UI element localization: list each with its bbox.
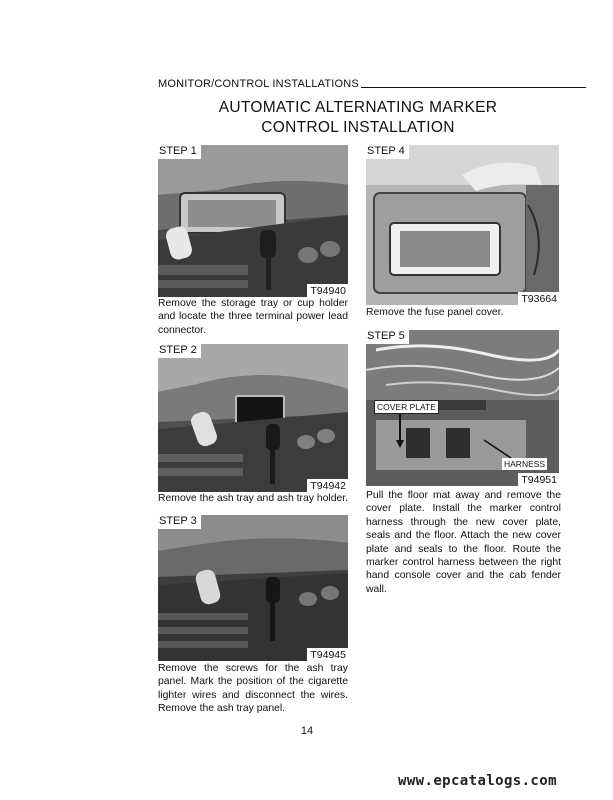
page-title-line-1: AUTOMATIC ALTERNATING MARKER [218, 99, 498, 116]
harness-callout: HARNESS [504, 459, 546, 469]
step-3-photo-id: T94945 [307, 648, 348, 661]
step-4-photo-id: T93664 [518, 292, 559, 305]
page-title-line-2: CONTROL INSTALLATION [261, 119, 455, 136]
step-4-caption: Remove the fuse panel cover. [366, 307, 504, 318]
step-1-photo [158, 145, 348, 297]
step-3-caption: Remove the screws for the ash tray panel. Mark the position of the cigarette lighter wires and disconnect the wires. Remove the ash tray panel. [158, 663, 348, 715]
step-4-label: STEP 4 [366, 145, 409, 159]
step-5-label: STEP 5 [366, 330, 409, 344]
page-number: 14 [300, 725, 314, 737]
step-5-photo [366, 330, 559, 486]
step-1-caption: Remove the storage tray or cup holder and locate the three terminal power lead connector. [158, 298, 348, 336]
step-2-label: STEP 2 [158, 344, 201, 358]
step-3-label: STEP 3 [158, 515, 201, 529]
watermark: www.epcatalogs.com [398, 773, 557, 789]
step-4-photo [366, 145, 559, 305]
step-3-photo [158, 515, 348, 661]
header-rule [361, 87, 586, 88]
step-4-photo-image [366, 145, 559, 305]
section-title: MONITOR/CONTROL INSTALLATIONS [158, 78, 359, 90]
step-2-caption: Remove the ash tray and ash tray holder. [158, 493, 349, 504]
section-header [158, 78, 586, 90]
step-1-photo-id: T94940 [307, 284, 348, 297]
step-3-photo-image [158, 515, 348, 661]
step-1-label: STEP 1 [158, 145, 201, 159]
step-5-photo-id: T94951 [518, 473, 559, 486]
step-2-photo-image [158, 344, 348, 492]
step-5-caption: Pull the floor mat away and remove the cover plate. Install the marker control harness through the new cover plate, seals and the floor. Attach the new cover plate and seals to the floor. Route the marker control harness between the right hand console cover and the cab fender wall. [366, 490, 561, 595]
step-1-photo-image [158, 145, 348, 297]
step-2-photo [158, 344, 348, 492]
cover-plate-callout: COVER PLATE [374, 400, 439, 414]
step-2-photo-id: T94942 [307, 479, 348, 492]
